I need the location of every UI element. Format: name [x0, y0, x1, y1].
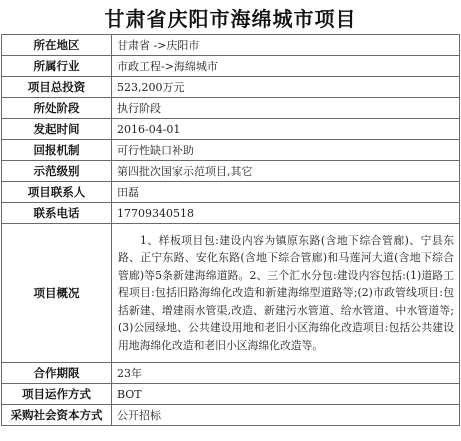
- project-info-table: [1, 34, 460, 426]
- row-label: 所在地区: [2, 35, 112, 56]
- row-value: 甘肃省 ->庆阳市: [112, 35, 460, 56]
- row-label: 所处阶段: [2, 98, 112, 119]
- table-row-contact: [2, 182, 460, 203]
- row-value: 23年: [112, 363, 460, 384]
- table-row-demo-level: [2, 161, 460, 182]
- row-label: 采购社会资本方式: [2, 405, 112, 426]
- row-value: BOT: [112, 384, 460, 405]
- row-label: 项目概况: [2, 224, 112, 363]
- table-row-investment: [2, 77, 460, 98]
- row-label: 示范级别: [2, 161, 112, 182]
- row-value: 2016-04-01: [112, 119, 460, 140]
- row-value: 执行阶段: [112, 98, 460, 119]
- table-row-overview: [2, 224, 460, 363]
- table-row-stage: [2, 98, 460, 119]
- row-value: 公开招标: [112, 405, 460, 426]
- row-value: 1、样板项目包:建设内容为镇原东路(含地下综合管廊)、宁县东路、正宁东路、安化东路(含地下综合管廊)和马莲河大道(含地下综合管廊)等5条新建海绵道路。2、三个汇水分包:建设内容包括:(1)道路工程项目:包括旧路海绵化改造和新建海绵型道路等;(2)市政管线项目:包括新建、增建雨水管渠,改造、新建污水管道、给水管道、中水管道等;(3)公园绿地、公共建设用地和老旧小区海绵化改造项目:包括公共建设用地海绵化改造和老旧小区海绵化改造等。: [112, 224, 460, 363]
- table-row-term: [2, 363, 460, 384]
- row-label: 回报机制: [2, 140, 112, 161]
- row-label: 合作期限: [2, 363, 112, 384]
- row-label: 项目运作方式: [2, 384, 112, 405]
- table-row-return-mechanism: [2, 140, 460, 161]
- table-row-industry: [2, 56, 460, 77]
- row-label: 联系电话: [2, 203, 112, 224]
- row-value: 17709340518: [112, 203, 460, 224]
- row-label: 发起时间: [2, 119, 112, 140]
- table-row-phone: [2, 203, 460, 224]
- page-title: 甘肃省庆阳市海绵城市项目: [104, 6, 357, 31]
- row-value: 田磊: [112, 182, 460, 203]
- row-label: 项目总投资: [2, 77, 112, 98]
- row-value: 市政工程->海绵城市: [112, 56, 460, 77]
- table-row-operation-mode: [2, 384, 460, 405]
- table-row-region: [2, 35, 460, 56]
- row-value: 523,200万元: [112, 77, 460, 98]
- table-row-procurement: [2, 405, 460, 426]
- row-label: 所属行业: [2, 56, 112, 77]
- row-value: 第四批次国家示范项目,其它: [112, 161, 460, 182]
- row-label: 项目联系人: [2, 182, 112, 203]
- row-value: 可行性缺口补助: [112, 140, 460, 161]
- table-row-start-date: [2, 119, 460, 140]
